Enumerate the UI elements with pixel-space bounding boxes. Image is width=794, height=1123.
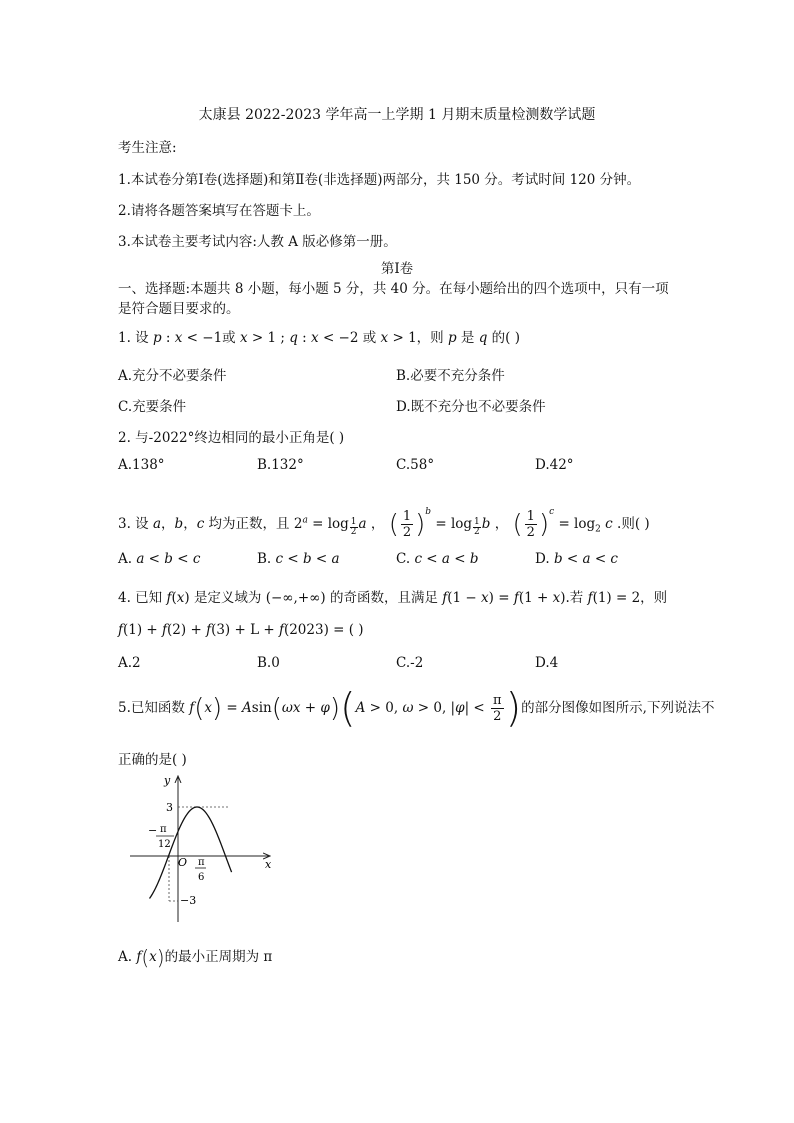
question-2-stem: 2. 与-2022°终边相同的最小正角是( ) (118, 430, 345, 446)
pi-6-numerator: π (198, 857, 205, 868)
question-1-option-c[interactable]: C.充要条件 (118, 399, 187, 415)
y-max-label: 3 (166, 801, 173, 814)
question-5-stem-line1: 5.已知函数 f(x) = Asin(ωx + φ)(A > 0, ω > 0, |φ| < $\frac{\pi}{2}$ )的部分图像如图所示,下列说法不 (118, 685, 715, 732)
sine-graph (120, 770, 280, 930)
neg-pi-12-sign: − (148, 824, 158, 837)
question-4-option-a[interactable]: A.2 (118, 655, 141, 671)
notice-item-3: 3.本试卷主要考试内容:人教 A 版必修第一册。 (118, 234, 397, 250)
neg-pi-12-denominator: 12 (158, 839, 171, 850)
notice-heading: 考生注意: (118, 140, 177, 156)
neg-pi-12-numerator: π (160, 824, 167, 835)
paper-title: 太康县 2022-2023 学年高一上学期 1 月期末质量检测数学试题 (198, 107, 596, 123)
sine-curve (150, 807, 232, 898)
section1-instruction-line2: 是符合题目要求的。 (118, 301, 240, 317)
question-3-option-d[interactable]: D. b < a < c (535, 551, 618, 567)
question-3-option-a[interactable]: A. a < b < c (118, 551, 201, 567)
question-4-option-d[interactable]: D.4 (535, 655, 559, 671)
question-4-stem-line1: 4. 已知 f(x) 是定义域为 (−∞,+∞) 的奇函数，且满足 f(1 − x) = f(1 + x).若 f(1) = 2，则 (118, 590, 668, 606)
question-4-option-b[interactable]: B.0 (257, 655, 280, 671)
question-2-option-a[interactable]: A.138° (118, 457, 165, 473)
origin-label: O (178, 856, 188, 869)
y-axis-label: y (164, 774, 171, 787)
question-4-option-c[interactable]: C.-2 (396, 655, 424, 671)
question-2-option-d[interactable]: D.42° (535, 457, 574, 473)
notice-item-1: 1.本试卷分第Ⅰ卷(选择题)和第Ⅱ卷(非选择题)两部分，共 150 分。考试时间 120 分钟。 (118, 172, 641, 188)
section1-instruction-line1: 一、选择题:本题共 8 小题，每小题 5 分，共 40 分。在每小题给出的四个选项中，只有一项 (118, 281, 669, 297)
question-3-stem: 3. 设 a，b，c 均为正数，且 $2^a = \log$ $\frac{1}{2}$ a ， ( $\frac{1}{2}$ )$^b$ = log $\frac{1}{2}$ b ， ( $\frac{1}{2}$ )$^c = \log_2 c$ .则( ) (118, 507, 650, 540)
volume-label: 第Ⅰ卷 (380, 261, 414, 277)
question-1-option-b[interactable]: B.必要不充分条件 (396, 368, 505, 384)
notice-item-2: 2.请将各题答案填写在答题卡上。 (118, 203, 320, 219)
x-axis-label: x (265, 858, 272, 871)
question-4-stem-line2: f(1) + f(2) + f(3) + L + f(2023) = ( ) (118, 622, 364, 638)
question-5-option-a[interactable]: A. f(x)的最小正周期为 π (118, 945, 273, 970)
question-3-option-b[interactable]: B. c < b < a (257, 551, 340, 567)
question-2-option-b[interactable]: B.132° (257, 457, 304, 473)
question-5-stem-line2: 正确的是( ) (118, 752, 187, 768)
question-3-option-c[interactable]: C. c < a < b (396, 551, 479, 567)
y-min-label: −3 (180, 894, 197, 907)
question-2-option-c[interactable]: C.58° (396, 457, 435, 473)
question-1-option-d[interactable]: D.既不充分也不必要条件 (396, 399, 546, 415)
question-1-stem: 1. 设 p : x < −1或 x > 1 ; q : x < −2 或 x > 1，则 p 是 q 的( ) (118, 330, 520, 346)
pi-6-denominator: 6 (198, 872, 205, 883)
question-1-option-a[interactable]: A.充分不必要条件 (118, 368, 227, 384)
